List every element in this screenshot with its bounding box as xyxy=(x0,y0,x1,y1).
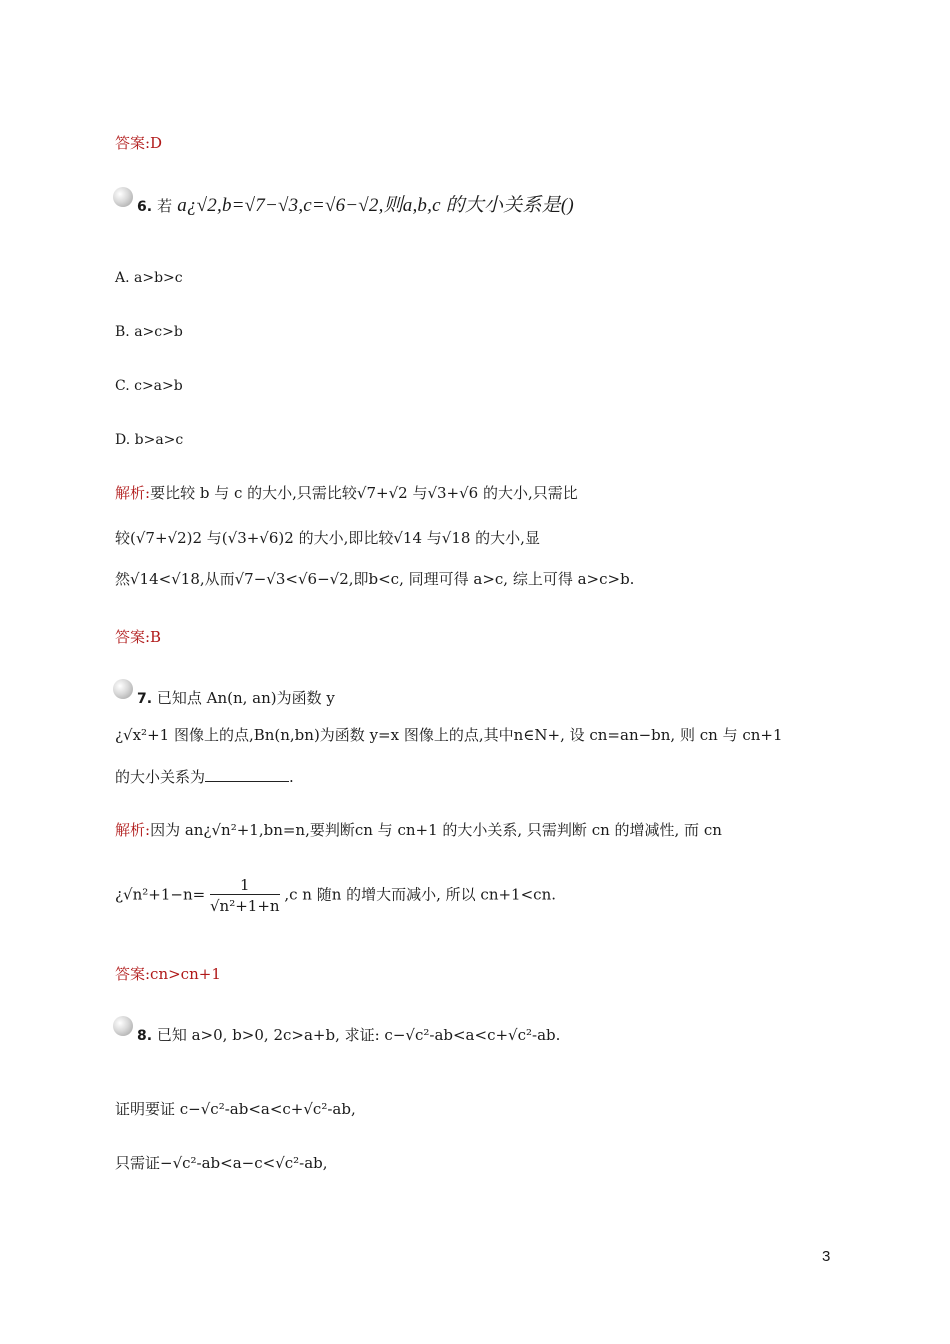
analysis-text: 要比较 b 与 c 的大小,只需比较√7+√2 与√3+√6 的大小,只需比 xyxy=(150,484,578,502)
answer-q6: 答案:B xyxy=(115,628,162,646)
analysis-label: 解析: xyxy=(115,484,151,502)
question-stem-line1: 已知点 An(n, an)为函数 y xyxy=(156,689,335,707)
option-d: D. b>a>c xyxy=(115,432,184,448)
question-stem-line3-end: . xyxy=(289,768,294,786)
question-stem-line3: 的大小关系为 xyxy=(115,768,206,786)
question-7-line3 xyxy=(115,766,294,787)
answer-q7: 答案:cn>cn+1 xyxy=(115,965,221,983)
analysis-q7-line1 xyxy=(115,819,722,840)
question-bullet-icon xyxy=(113,679,133,699)
option-a: A. a>b>c xyxy=(115,270,183,286)
option-c: C. c>a>b xyxy=(115,378,183,394)
analysis-q6-line3: 然√14<√18,从而√7−√3<√6−√2,即b<c, 同理可得 a>c, 综上可得 a>c>b. xyxy=(115,570,635,588)
proof-line2: 只需证−√c²-ab<a−c<√c²-ab, xyxy=(115,1154,328,1172)
question-stem-prefix: 若 xyxy=(157,197,173,215)
analysis-text: 因为 an¿√n²+1,bn=n,要判断cn 与 cn+1 的大小关系, 只需判断 cn 的增减性, 而 cn xyxy=(150,821,722,839)
question-bullet-icon xyxy=(113,1016,133,1036)
option-b: B. a>c>b xyxy=(115,324,183,340)
fraction xyxy=(210,876,280,915)
question-6 xyxy=(115,190,574,217)
page-number: 3 xyxy=(822,1248,831,1265)
fraction-denominator: √n²+1+n xyxy=(209,897,280,915)
question-number: 8. xyxy=(137,1028,153,1044)
analysis-q6-line1 xyxy=(115,482,578,503)
analysis-prefix: ¿√n²+1−n= xyxy=(115,885,206,904)
question-bullet-icon xyxy=(113,187,133,207)
analysis-label: 解析: xyxy=(115,821,151,839)
question-number: 7. xyxy=(137,691,153,707)
answer-blank xyxy=(205,781,289,782)
question-8 xyxy=(115,1023,560,1045)
proof-line1: 证明要证 c−√c²-ab<a<c+√c²-ab, xyxy=(115,1100,356,1118)
analysis-q7-line2 xyxy=(115,876,556,915)
question-stem-math: a¿√2,b=√7−√3,c=√6−√2,则a,b,c 的大小关系是() xyxy=(177,195,574,216)
analysis-q6-line2: 较(√7+√2)2 与(√3+√6)2 的大小,即比较√14 与√18 的大小,显 xyxy=(115,529,540,547)
fraction-numerator: 1 xyxy=(210,876,280,895)
analysis-suffix: ,c n 随n 的增大而减小, 所以 cn+1<cn. xyxy=(284,885,556,904)
answer-q5: 答案:D xyxy=(115,134,163,152)
question-stem: 已知 a>0, b>0, 2c>a+b, 求证: c−√c²-ab<a<c+√c²-ab. xyxy=(156,1026,561,1044)
question-7-line2: ¿√x²+1 图像上的点,Bn(n,bn)为函数 y=x 图像上的点,其中n∈N+, 设 cn=an−bn, 则 cn 与 cn+1 xyxy=(115,726,783,744)
question-7 xyxy=(115,686,335,708)
question-number: 6. xyxy=(137,199,153,215)
